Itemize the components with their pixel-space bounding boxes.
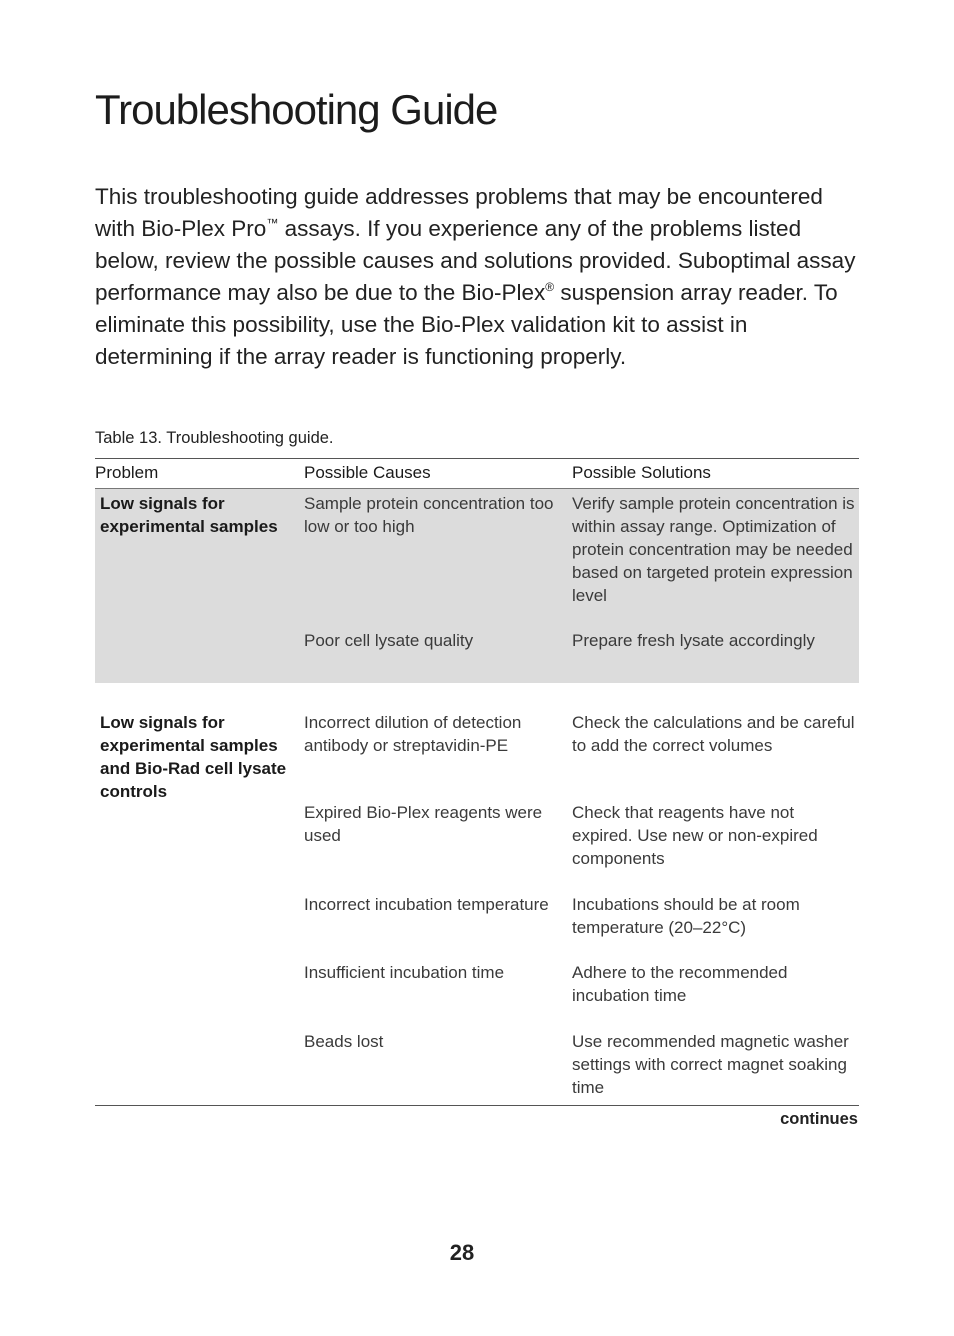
problem-cell: Low signals for experimental samples and Bio-Rad cell lysate controls [100, 713, 287, 801]
table-bottom-rule [95, 1105, 859, 1106]
solution-cell: Check the calculations and be careful to add the correct volumes [572, 713, 855, 755]
page-number: 28 [449, 1240, 475, 1265]
solution-cell: Adhere to the recommended incubation time [572, 963, 788, 1005]
intro-text-2: assays. If you experience any of the problems listed below, review the possible causes and solutions provided. Suboptimal assay performance may also be due to the Bio-Plex [95, 216, 856, 305]
cause-cell: Beads lost [304, 1032, 384, 1051]
cause-cell: Incorrect incubation temperature [304, 895, 549, 914]
table-caption: Table 13. Troubleshooting guide. [95, 429, 334, 447]
header-problem: Problem [95, 463, 159, 482]
intro-text-1: This troubleshooting guide addresses problems that may be encountered with Bio-Plex Pro [95, 184, 823, 241]
intro-paragraph [95, 181, 865, 373]
cause-cell: Expired Bio-Plex reagents were used [304, 803, 543, 845]
cause-cell: Insufficient incubation time [304, 963, 505, 982]
continues-label: continues [780, 1110, 858, 1128]
cause-cell: Poor cell lysate quality [304, 631, 474, 650]
cause-cell: Incorrect dilution of detection antibody or streptavidin-PE [304, 713, 522, 755]
page-title: Troubleshooting Guide [95, 86, 498, 133]
header-solutions: Possible Solutions [572, 463, 711, 482]
registered-symbol: ® [545, 280, 555, 294]
intro-text-3: suspension array reader. To eliminate this possibility, use the Bio-Plex validation kit to assist in determining if the array reader is functioning properly. [95, 280, 838, 369]
problem-cell: Low signals for experimental samples [100, 494, 278, 536]
table-top-rule [95, 458, 859, 459]
trademark-symbol: ™ [266, 216, 279, 230]
solution-cell: Verify sample protein concentration is within assay range. Optimization of protein concentration may be needed based on targeted protein expression level [572, 494, 855, 605]
solution-cell: Check that reagents have not expired. Use new or non-expired components [572, 803, 818, 868]
cause-cell: Sample protein concentration too low or too high [304, 494, 554, 536]
solution-cell: Prepare fresh lysate accordingly [572, 631, 815, 650]
solution-cell: Incubations should be at room temperature (20–22°C) [572, 895, 800, 937]
header-causes: Possible Causes [304, 463, 431, 482]
solution-cell: Use recommended magnetic washer settings with correct magnet soaking time [572, 1032, 849, 1097]
